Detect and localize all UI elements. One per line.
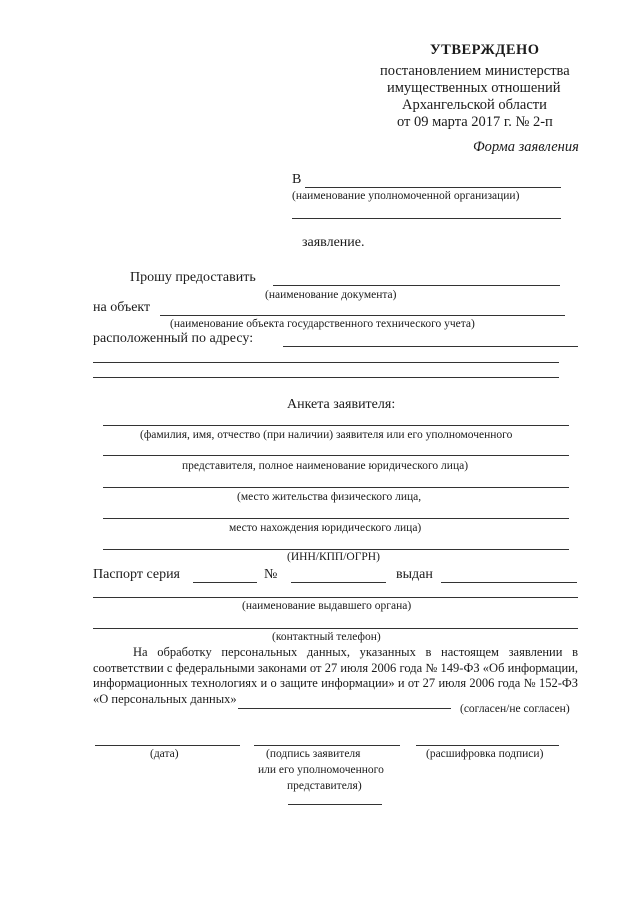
provide-caption: (наименование документа) [265, 289, 397, 301]
consent-line-2: соответствии с федеральными законами от 27 июля 2006 года № 149-ФЗ «Об информации, [93, 660, 578, 675]
questionnaire-title: Анкета заявителя: [287, 397, 396, 412]
inn-line[interactable] [103, 549, 569, 550]
approval-line-2: имущественных отношений [387, 80, 561, 96]
consent-answer-line[interactable] [238, 708, 451, 709]
provide-line[interactable] [273, 285, 560, 286]
object-label: на объект [93, 300, 151, 315]
address-label: расположенный по адресу: [93, 331, 254, 346]
approval-line-4: от 09 марта 2017 г. № 2-п [397, 114, 553, 130]
signature-caption-3: представителя) [287, 780, 362, 792]
issued-label: выдан [396, 567, 433, 582]
residence-line[interactable] [103, 487, 569, 488]
consent-line-3: информационных технологиях и о защите информации» и от 27 июля 2006 года № 152-ФЗ [93, 676, 578, 690]
number-label: № [264, 567, 278, 582]
residence-caption: (место жительства физического лица, [237, 491, 422, 503]
approval-stamp: УТВЕРЖДЕНО [430, 42, 540, 58]
passport-label: Паспорт серия [93, 567, 180, 582]
issuer-caption: (наименование выдавшего органа) [242, 600, 412, 612]
signature-caption-2: или его уполномоченного [258, 764, 384, 776]
consent-text [93, 645, 578, 707]
addressee-caption: (наименование уполномоченной организации) [292, 190, 520, 202]
object-caption: (наименование объекта государственного технического учета) [170, 318, 475, 330]
signature-caption-1: (подпись заявителя [266, 748, 361, 760]
date-line[interactable] [95, 745, 240, 746]
object-line[interactable] [160, 315, 565, 316]
addressee-line-2[interactable] [292, 218, 561, 219]
phone-line[interactable] [93, 628, 578, 629]
issued-line[interactable] [441, 582, 577, 583]
issuer-line[interactable] [93, 597, 578, 598]
passport-series-line[interactable] [193, 582, 257, 583]
location-line[interactable] [103, 518, 569, 519]
date-caption: (дата) [150, 748, 179, 760]
consent-line-1: На обработку персональных данных, указанных в настоящем заявлении в [133, 645, 578, 659]
phone-caption: (контактный телефон) [272, 631, 381, 643]
consent-caption: (согласен/не согласен) [460, 703, 570, 715]
applicant-caption-2: представителя, полное наименование юридического лица) [182, 460, 469, 472]
approval-line-1: постановлением министерства [380, 63, 570, 79]
address-line-3[interactable] [93, 377, 559, 378]
addressee-line[interactable] [305, 187, 561, 188]
document-title: заявление. [302, 235, 365, 250]
decode-caption: (расшифровка подписи) [426, 748, 544, 760]
inn-caption: (ИНН/КПП/ОГРН) [287, 551, 380, 563]
applicant-caption-1: (фамилия, имя, отчество (при наличии) заявителя или его уполномоченного [140, 429, 513, 441]
provide-label: Прошу предоставить [130, 270, 256, 285]
passport-number-line[interactable] [291, 582, 386, 583]
decode-line[interactable] [416, 745, 559, 746]
address-line-1[interactable] [283, 346, 578, 347]
approval-line-3: Архангельской области [402, 97, 547, 113]
location-caption: место нахождения юридического лица) [229, 522, 422, 534]
representative-line[interactable] [288, 804, 382, 805]
form-title: Форма заявления [473, 139, 579, 155]
consent-line-4: «О персональных данных» [93, 691, 237, 706]
applicant-name-line-2[interactable] [103, 455, 569, 456]
applicant-name-line[interactable] [103, 425, 569, 426]
signature-line[interactable] [254, 745, 400, 746]
address-line-2[interactable] [93, 362, 559, 363]
addressee-prefix: В [292, 172, 302, 187]
